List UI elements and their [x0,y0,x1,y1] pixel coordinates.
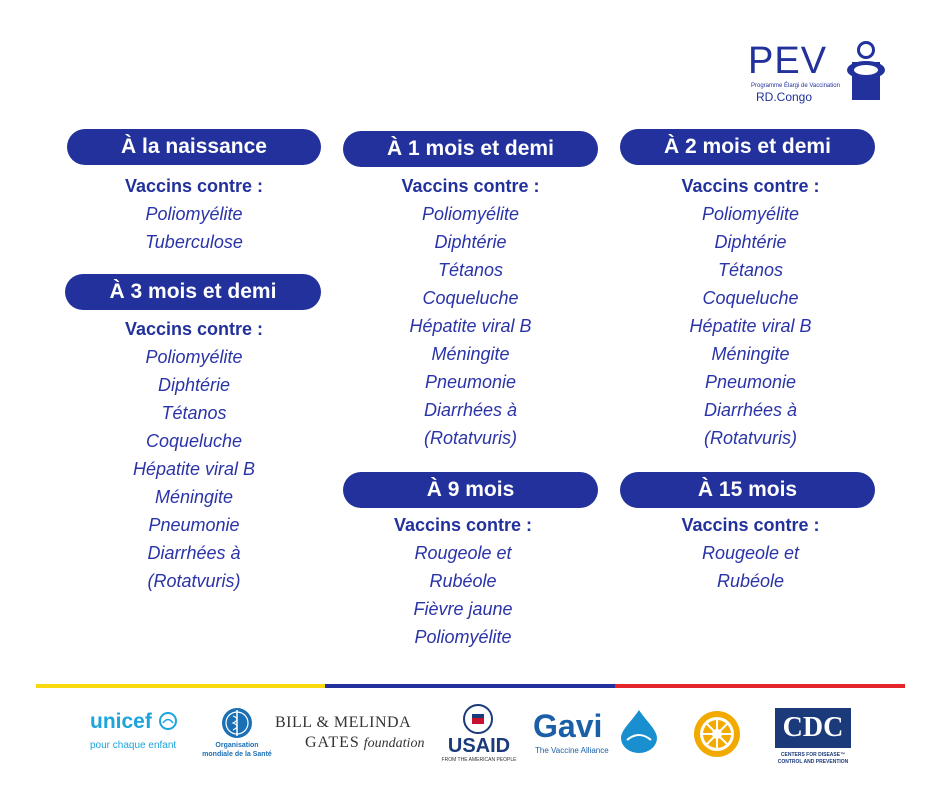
age-pill-9-months: À 9 mois [343,472,598,508]
pev-logo-title: PEV [748,40,828,82]
rotary-wheel-icon [692,709,742,759]
unicef-wordmark: unicef [90,710,152,733]
vaccine-item: Coqueluche [702,288,799,308]
vaccine-list-birth [67,172,321,256]
cdc-tagline-2: CONTROL AND PREVENTION [777,759,849,765]
vaccine-item: Diarrhées à [423,400,518,420]
vaccine-item: Hépatite viral B [132,459,256,479]
pev-logo-sub: Programme Élargi de Vaccination [751,83,840,89]
vaccine-item: (Rotatvuris) [703,428,797,448]
usaid-seal-icon [463,704,493,734]
vaccine-item: Rougeole et [414,543,512,563]
divider-blue [325,684,615,688]
pev-logo [748,40,898,110]
vaccine-item: Hépatite viral B [409,316,532,336]
vaccine-item: Poliomyélite [701,204,800,224]
vaccine-item: Méningite [711,344,790,364]
who-name-line-1: Organisation [215,742,259,749]
vaccines-heading: Vaccins contre : [124,319,264,339]
unicef-logo [90,710,185,760]
vaccine-item: Poliomyélite [414,627,512,647]
age-pill-15-months: À 15 mois [620,472,875,508]
vaccines-heading: Vaccins contre : [393,515,533,535]
divider-red [615,684,905,688]
vaccine-list-1-5-months [343,172,598,452]
vaccine-item: Rougeole et [701,543,800,563]
vaccines-heading: Vaccins contre : [401,176,540,196]
vaccine-list-2-5-months [623,172,878,452]
cdc-wordmark: CDC [775,708,851,748]
gavi-drop-icon [619,708,659,754]
child-figure-icon [844,40,890,102]
vaccine-item: Hépatite viral B [689,316,812,336]
age-pill-3-5-months: À 3 mois et demi [65,274,321,310]
vaccine-item: Pneumonie [424,372,517,392]
vaccine-item: Tétanos [161,403,227,423]
vaccine-list-15-months [623,511,878,595]
who-emblem-icon [219,706,255,740]
gavi-wordmark: Gavi [533,708,603,744]
vaccine-item: Méningite [154,487,234,507]
vaccine-item: Tétanos [717,260,784,280]
cdc-tagline-1: CENTERS FOR DISEASE™ [780,752,846,758]
vaccine-item: (Rotatvuris) [423,428,517,448]
vaccine-item: Pneumonie [148,515,240,535]
vaccine-item: Poliomyélite [145,347,243,367]
pev-logo-country: RD.Congo [756,90,813,104]
vaccine-item: Rubéole [716,571,785,591]
vaccines-heading: Vaccins contre : [124,176,264,196]
usaid-wordmark: USAID [447,735,511,757]
usaid-logo [440,704,518,766]
vaccine-item: Diarrhées à [703,400,798,420]
who-name-line-2: mondiale de la Santé [202,751,272,758]
vaccine-item: Coqueluche [145,431,243,451]
vaccine-item: Coqueluche [422,288,519,308]
gates-foundation-logo [275,714,425,758]
vaccine-item: (Rotatvuris) [147,571,241,591]
gavi-tagline: The Vaccine Alliance [535,746,609,755]
cdc-logo [775,708,851,768]
vaccine-item: Diarrhées à [147,543,241,563]
age-pill-birth: À la naissance [67,129,321,165]
vaccines-heading: Vaccins contre : [681,515,820,535]
vaccine-item: Tétanos [437,260,504,280]
who-logo [197,706,277,764]
vaccine-item: Diphtérie [157,375,231,395]
vaccine-item: Fièvre jaune [413,599,513,619]
age-pill-1-5-months: À 1 mois et demi [343,131,598,167]
gavi-logo [533,708,673,760]
vaccine-list-9-months [343,511,583,651]
vaccine-item: Tuberculose [145,232,243,252]
vaccine-item: Diphtérie [434,232,507,252]
vaccine-item: Rubéole [429,571,497,591]
unicef-globe-icon [158,711,178,731]
unicef-tagline: pour chaque enfant [90,740,177,751]
usaid-tagline: FROM THE AMERICAN PEOPLE [441,757,517,763]
vaccine-list-3-5-months [67,315,321,595]
age-pill-2-5-months: À 2 mois et demi [620,129,875,165]
vaccines-heading: Vaccins contre : [681,176,820,196]
gates-line-2: GATES [305,734,360,751]
gates-line-3: foundation [363,736,425,751]
vaccine-item: Poliomyélite [145,204,243,224]
gates-line-1: BILL & MELINDA [275,714,412,731]
vaccine-item: Méningite [431,344,510,364]
vaccine-item: Diphtérie [714,232,787,252]
vaccine-item: Poliomyélite [421,204,520,224]
vaccine-item: Pneumonie [704,372,797,392]
divider-yellow [36,684,325,688]
